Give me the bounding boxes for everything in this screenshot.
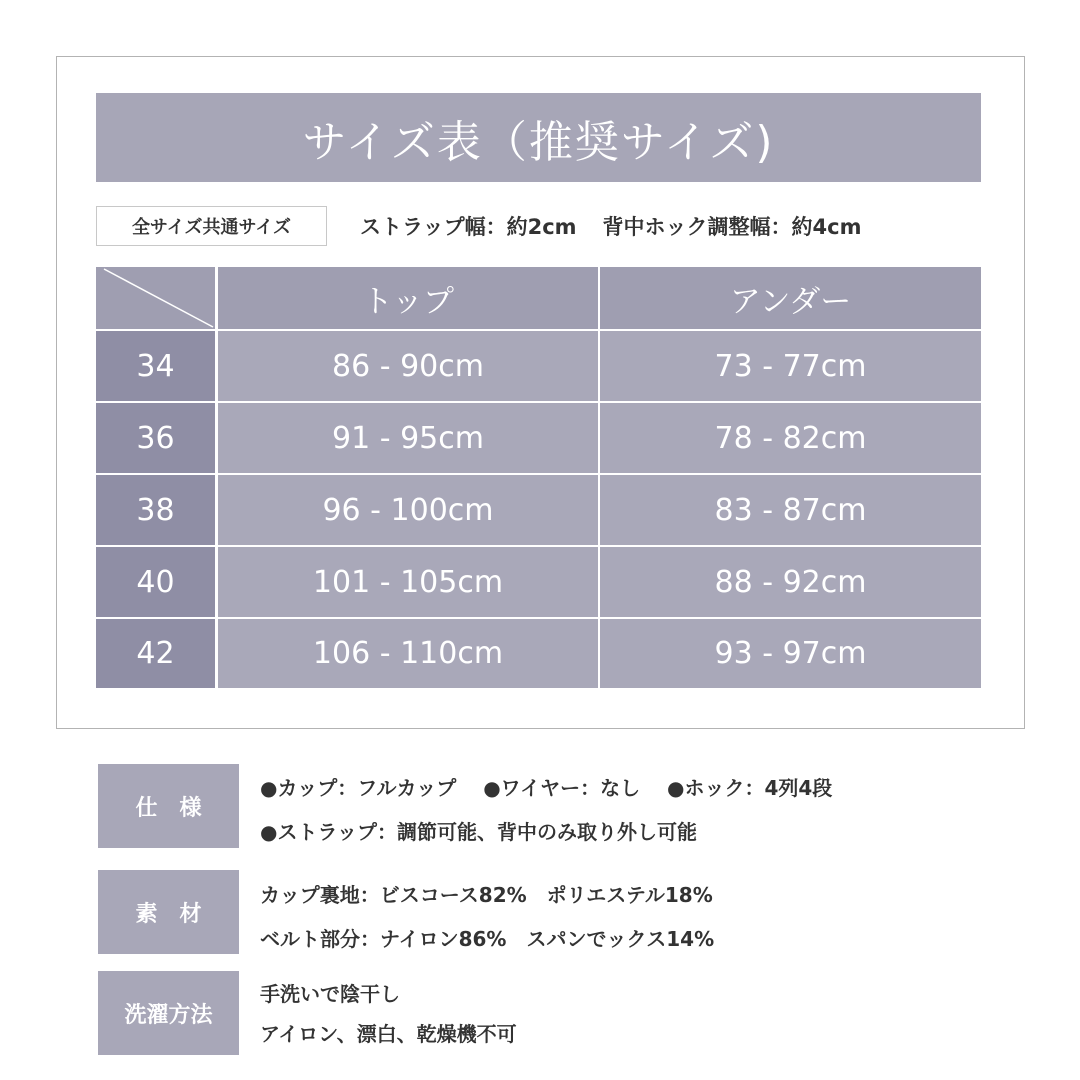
common-size-info [360, 206, 861, 246]
strap-width-text: ストラップ幅：約2cm [360, 215, 577, 239]
spec-label-specification: 仕 様 [98, 764, 239, 848]
spec-line: 手洗いで陰干し [260, 982, 400, 1006]
size-cell: 42 [96, 619, 215, 688]
spec-line: カップ裏地：ビスコース82% ポリエステル18% [260, 883, 713, 907]
spec-line: ベルト部分：ナイロン86% スパンでックス14% [260, 927, 715, 951]
under-cell: 83 - 87cm [600, 475, 981, 545]
size-table [96, 267, 981, 688]
size-cell: 38 [96, 475, 215, 545]
title-banner [96, 93, 981, 182]
spec-line: アイロン、漂白、乾燥機不可 [260, 1022, 517, 1046]
corner-cell [96, 267, 215, 329]
under-cell: 93 - 97cm [600, 619, 981, 688]
top-cell: 96 - 100cm [218, 475, 598, 545]
hook-adjust-text: 背中ホック調整幅：約4cm [602, 215, 862, 239]
page-title: サイズ表（推奨サイズ) [302, 116, 775, 168]
under-cell: 88 - 92cm [600, 547, 981, 617]
spec-label-washing: 洗濯方法 [98, 971, 239, 1055]
spec-label-material: 素 材 [98, 870, 239, 954]
header-top: トップ [218, 267, 598, 329]
under-cell: 73 - 77cm [600, 331, 981, 401]
common-size-badge: 全サイズ共通サイズ [96, 206, 327, 246]
under-cell: 78 - 82cm [600, 403, 981, 473]
top-cell: 106 - 110cm [218, 619, 598, 688]
size-cell: 40 [96, 547, 215, 617]
top-cell: 101 - 105cm [218, 547, 598, 617]
diagonal-line [96, 267, 215, 329]
size-cell: 34 [96, 331, 215, 401]
header-under: アンダー [600, 267, 981, 329]
spec-line: ●ストラップ：調節可能、背中のみ取り外し可能 [260, 820, 698, 844]
spec-line: ●カップ：フルカップ ●ワイヤー：なし ●ホック：4列4段 [260, 776, 833, 800]
size-cell: 36 [96, 403, 215, 473]
top-cell: 86 - 90cm [218, 331, 598, 401]
top-cell: 91 - 95cm [218, 403, 598, 473]
